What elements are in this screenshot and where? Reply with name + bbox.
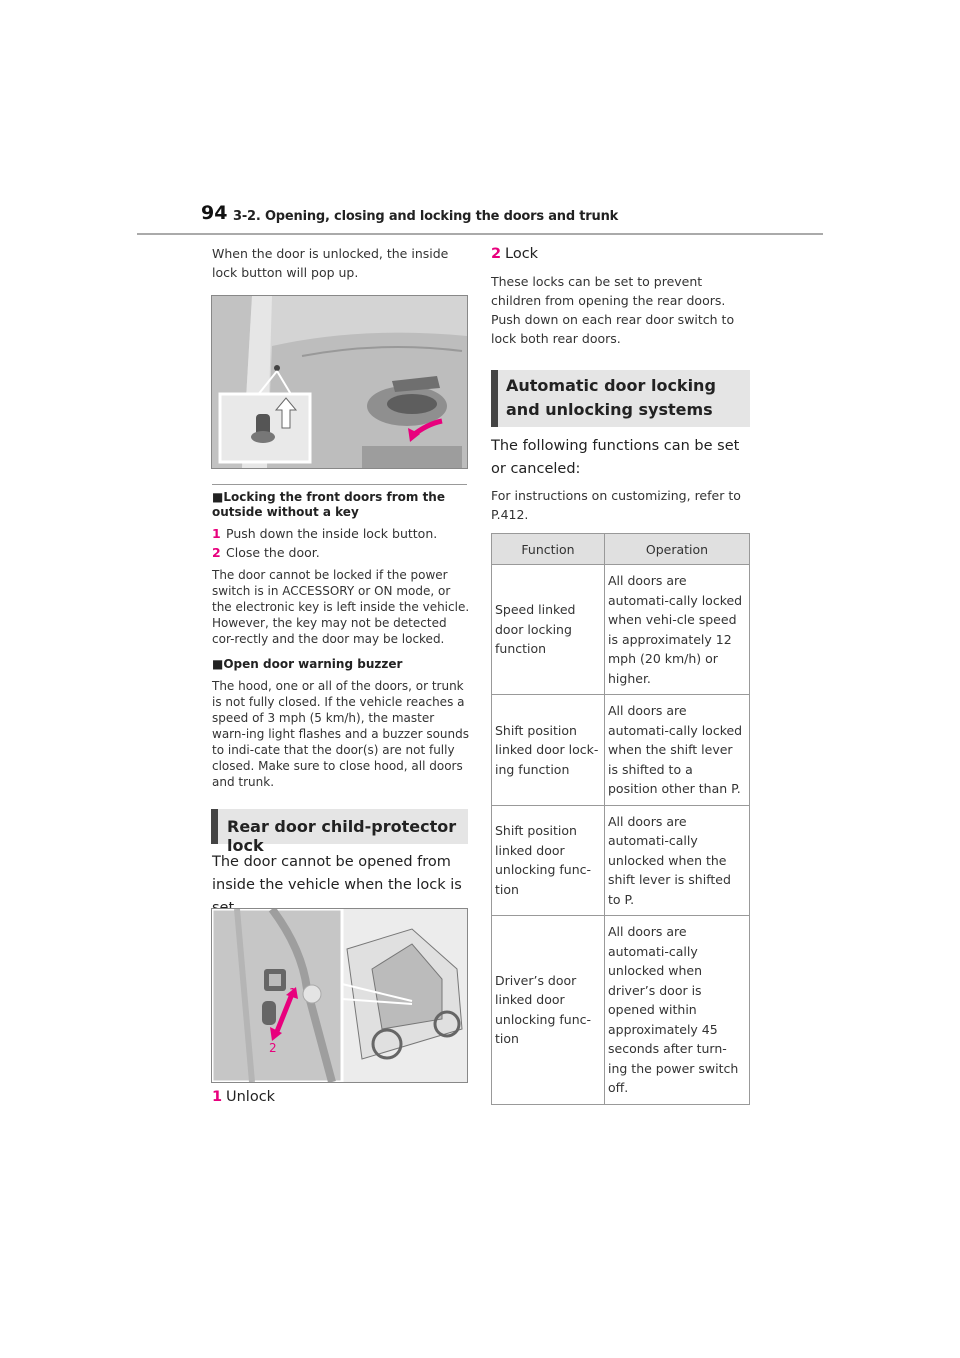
table-row bbox=[492, 695, 750, 806]
functions-table bbox=[491, 533, 750, 1105]
locking-front-title: ■Locking the front doors from the outside without a key bbox=[212, 490, 445, 519]
customize-note: For instructions on customizing, refer to P.412. bbox=[491, 488, 741, 522]
step-1 bbox=[212, 526, 437, 541]
table-row bbox=[492, 565, 750, 695]
step-number: 2 bbox=[212, 545, 221, 560]
child-lock-heading: Rear door child-protector lock bbox=[211, 809, 468, 844]
operation-cell: All doors are automati-cally locked when the shift lever is shifted to a position other than P. bbox=[605, 695, 750, 806]
child-lock-illustration bbox=[212, 909, 467, 1082]
operation-cell: All doors are automati-cally unlocked when the shift lever is shifted to P. bbox=[605, 805, 750, 916]
column-header-function: Function bbox=[492, 534, 605, 565]
unlock-step bbox=[212, 1086, 275, 1109]
door-lock-figure bbox=[211, 295, 468, 469]
step-text: Close the door. bbox=[226, 545, 320, 560]
table-row bbox=[492, 916, 750, 1105]
buzzer-text: The hood, one or all of the doors, or trunk is not fully closed. If the vehicle reaches a speed of 3 mph (5 km/h), the master warn-ing light flashes and a buzzer sounds to indi-cate that the door(s) are not fully closed. Make sure to close hood, all doors and trunk. bbox=[212, 679, 470, 789]
figure-label-2: 2 bbox=[269, 1041, 277, 1055]
child-lock-figure bbox=[211, 908, 468, 1083]
function-cell: Shift position linked door lock-ing function bbox=[492, 695, 605, 806]
step-2 bbox=[212, 545, 320, 560]
locking-front-note: The door cannot be locked if the power switch is in ACCESSORY or ON mode, or the electronic key is left inside the vehicle. However, the key may not be detected cor-rectly and the door may be locked. bbox=[212, 568, 470, 646]
auto-intro: The following functions can be set or canceled: bbox=[491, 438, 740, 477]
step-text: Unlock bbox=[226, 1089, 276, 1105]
header-divider bbox=[137, 233, 823, 235]
step-text: Push down the inside lock button. bbox=[226, 526, 438, 541]
figure-label-1: 1 bbox=[289, 986, 297, 1000]
buzzer-title: ■Open door warning buzzer bbox=[212, 657, 403, 671]
step-number: 1 bbox=[212, 526, 221, 541]
step-number: 1 bbox=[212, 1089, 223, 1105]
auto-lock-heading: Automatic door locking and unlocking systems bbox=[491, 370, 750, 427]
column-header-operation: Operation bbox=[605, 534, 750, 565]
function-cell: Driver’s door linked door unlocking func-tion bbox=[492, 916, 605, 1105]
intro-text: When the door is unlocked, the inside lock button will pop up. bbox=[212, 246, 449, 280]
step-text: Lock bbox=[505, 246, 539, 262]
section-title: 3-2. Opening, closing and locking the doors and trunk bbox=[233, 209, 619, 224]
page-number: 94 bbox=[201, 202, 228, 224]
operation-cell: All doors are automati-cally locked when vehi-cle speed is approximately 12 mph (20 km/h) or higher. bbox=[605, 565, 750, 695]
function-cell: Shift position linked door unlocking func-tion bbox=[492, 805, 605, 916]
operation-cell: All doors are automati-cally unlocked when driver’s door is opened within approximately 45 seconds after turn-ing the power switch off. bbox=[605, 916, 750, 1105]
lock-description: These locks can be set to prevent children from opening the rear doors. Push down on each rear door switch to lock both rear doors. bbox=[491, 274, 735, 346]
child-lock-text: The door cannot be opened from inside the vehicle when the lock is bbox=[212, 854, 462, 893]
step-number: 2 bbox=[491, 246, 502, 262]
lock-step bbox=[491, 243, 538, 266]
function-cell: Speed linked door locking function bbox=[492, 565, 605, 695]
door-lock-illustration bbox=[212, 296, 467, 468]
table-header-row bbox=[492, 534, 750, 565]
table-row bbox=[492, 805, 750, 916]
section-divider bbox=[212, 484, 467, 485]
